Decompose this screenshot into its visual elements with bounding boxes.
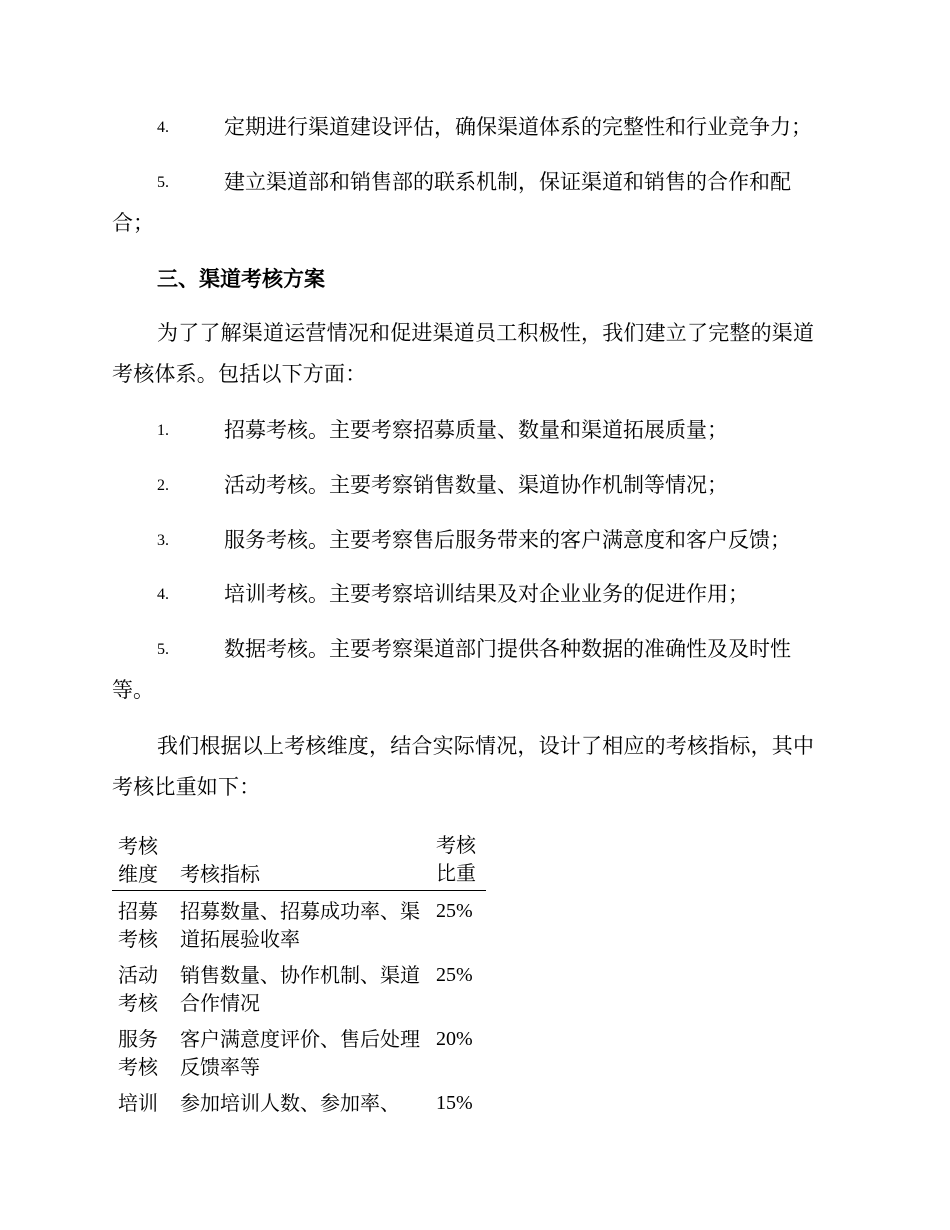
section-heading: 三、渠道考核方案: [157, 267, 325, 291]
list-text: 定期进行渠道建设评估，确保渠道体系的完整性和行业竞争力；: [224, 115, 812, 139]
list-number: 4.: [157, 119, 169, 136]
section-intro-paragraph: 为了了解渠道运营情况和促进渠道员工积极性，我们建立了完整的渠道考核体系。包括以下方面：: [112, 321, 815, 386]
list-item: [112, 629, 832, 711]
cell-dimension: 活动考核: [118, 963, 158, 1015]
list-text: 建立渠道部和销售部的联系机制，保证渠道和销售的合作和配合；: [112, 170, 791, 235]
list-item: [112, 465, 832, 506]
cell-dimension: 招募考核: [118, 899, 158, 951]
cell-indicator: 招募数量、招募成功率、渠道拓展验收率: [180, 899, 420, 951]
list-number: 3.: [157, 532, 169, 549]
list-text: 数据考核。主要考察渠道部门提供各种数据的准确性及及时性等。: [112, 637, 791, 702]
list-text: 服务考核。主要考察售后服务带来的客户满意度和客户反馈；: [224, 528, 791, 552]
table-header-row: [112, 832, 486, 891]
cell-weight: 25%: [436, 900, 473, 922]
cell-indicator: 参加培训人数、参加率、: [180, 1091, 400, 1115]
list-text: 培训考核。主要考察培训结果及对企业业务的促进作用；: [224, 582, 749, 606]
list-text: 招募考核。主要考察招募质量、数量和渠道拓展质量；: [224, 418, 728, 442]
list-text: 活动考核。主要考察销售数量、渠道协作机制等情况；: [224, 473, 728, 497]
list-number: 5.: [157, 174, 169, 191]
list-item: [112, 107, 832, 148]
table-row: [112, 1083, 486, 1119]
table-row: [112, 1019, 486, 1083]
table-row: [112, 891, 486, 956]
column-header-weight: 考核比重: [430, 832, 486, 891]
table-row: [112, 955, 486, 1019]
weights-intro-paragraph: 我们根据以上考核维度，结合实际情况，设计了相应的考核指标，其中考核比重如下：: [112, 734, 815, 799]
list-number: 5.: [157, 641, 169, 658]
list-item: [112, 410, 832, 451]
cell-weight: 25%: [436, 964, 473, 986]
cell-dimension: 培训: [118, 1091, 158, 1115]
cell-weight: 20%: [436, 1028, 473, 1050]
assessment-table: [112, 832, 486, 1119]
cell-indicator: 客户满意度评价、售后处理反馈率等: [180, 1027, 420, 1079]
column-header-indicator: 考核指标: [174, 832, 430, 891]
list-number: 2.: [157, 477, 169, 494]
list-number: 4.: [157, 586, 169, 603]
list-item: [112, 162, 832, 244]
cell-dimension: 服务考核: [118, 1027, 158, 1079]
cell-indicator: 销售数量、协作机制、渠道合作情况: [180, 963, 420, 1015]
cell-weight: 15%: [436, 1092, 473, 1114]
column-header-dimension: 考核维度: [112, 832, 174, 891]
list-number: 1.: [157, 422, 169, 439]
list-item: [112, 520, 832, 561]
list-item: [112, 574, 832, 615]
